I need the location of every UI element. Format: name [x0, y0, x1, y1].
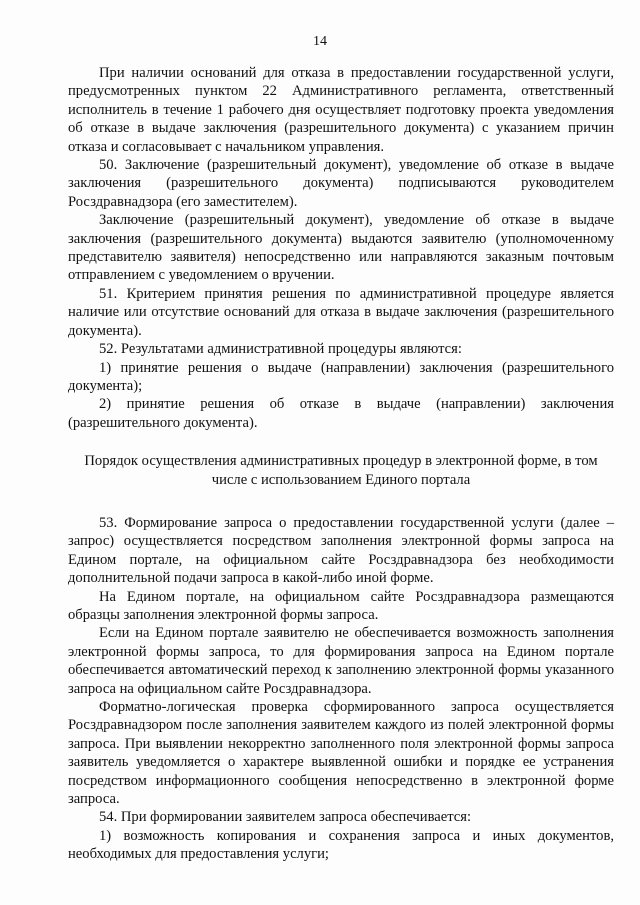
page-number: 14	[313, 34, 327, 49]
section-heading: Порядок осуществления административных процедур в электронной форме, в том числе с использованием Единого портала	[84, 453, 598, 488]
paragraph-format-check: Форматно-логическая проверка сформированного запроса осуществляется Росздравнадзором после заполнения заявителем каждого из полей электронной формы запроса. При выявлении некорректно заполненного поля электронной формы запроса заявитель уведомляется о характере выявленной ошибки и порядке ее устранения посредством информационного сообщения непосредственно в электронной форме запроса.	[68, 699, 614, 808]
list-item-result-1: 1) принятие решения о выдаче (направлении) заключения (разрешительного документа);	[68, 359, 614, 394]
list-item-provision-1: 1) возможность копирования и сохранения запроса и иных документов, необходимых для предоставления услуги;	[68, 827, 614, 863]
paragraph-50-signing: 50. Заключение (разрешительный документ), уведомление об отказе в выдаче заключения (разрешительного документа) подписываются руководителем Росздравнадзора (его заместителем).	[68, 157, 614, 210]
paragraph-samples: На Едином портале, на официальном сайте Росздравнадзора размещаются образцы заполнения электронной формы запроса.	[68, 588, 614, 623]
paragraph-refusal-preparation: При наличии оснований для отказа в предоставлении государственной услуги, предусмотренных пунктом 22 Административного регламента, ответственный исполнитель в течение 1 рабочего дня осуществляет подготовку проекта уведомления об отказе в выдаче заключения (разрешительного документа) с указанием причин отказа и согласовывает с начальником управления.	[68, 65, 614, 155]
paragraph-53-request: 53. Формирование запроса о предоставлении государственной услуги (далее – запрос) осуществляется посредством заполнения электронной формы запроса на Едином портале, на официальном сайте Росздравнадзора без необходимости дополнительной подачи запроса в какой-либо иной форме.	[68, 514, 614, 587]
paragraph-52-results: 52. Результатами административной процедуры являются:	[99, 341, 462, 358]
list-item-result-2: 2) принятие решения об отказе в выдаче (направлении) заключения (разрешительного документа).	[68, 396, 614, 431]
paragraph-auto-transition: Если на Едином портале заявителю не обеспечивается возможность заполнения электронной формы запроса, то для формирования запроса на Едином портале обеспечивается автоматический переход к заполнению электронной формы указанного запроса на официальном сайте Росздравнадзора.	[68, 625, 614, 697]
paragraph-51-criterion: 51. Критерием принятия решения по административной процедуре является наличие или отсутствие оснований для отказа в выдаче заключения (разрешительного документа).	[68, 285, 614, 339]
document-body	[68, 64, 614, 864]
paragraph-54-provisions: 54. При формировании заявителем запроса обеспечивается:	[99, 809, 472, 826]
paragraph-delivery: Заключение (разрешительный документ), уведомление об отказе в выдаче заключения (разрешительного документа) выдаются заявителю (уполномоченному представителю заявителя) непосредственно или направляются заказным почтовым отправлением с уведомлением о вручении.	[68, 212, 614, 284]
